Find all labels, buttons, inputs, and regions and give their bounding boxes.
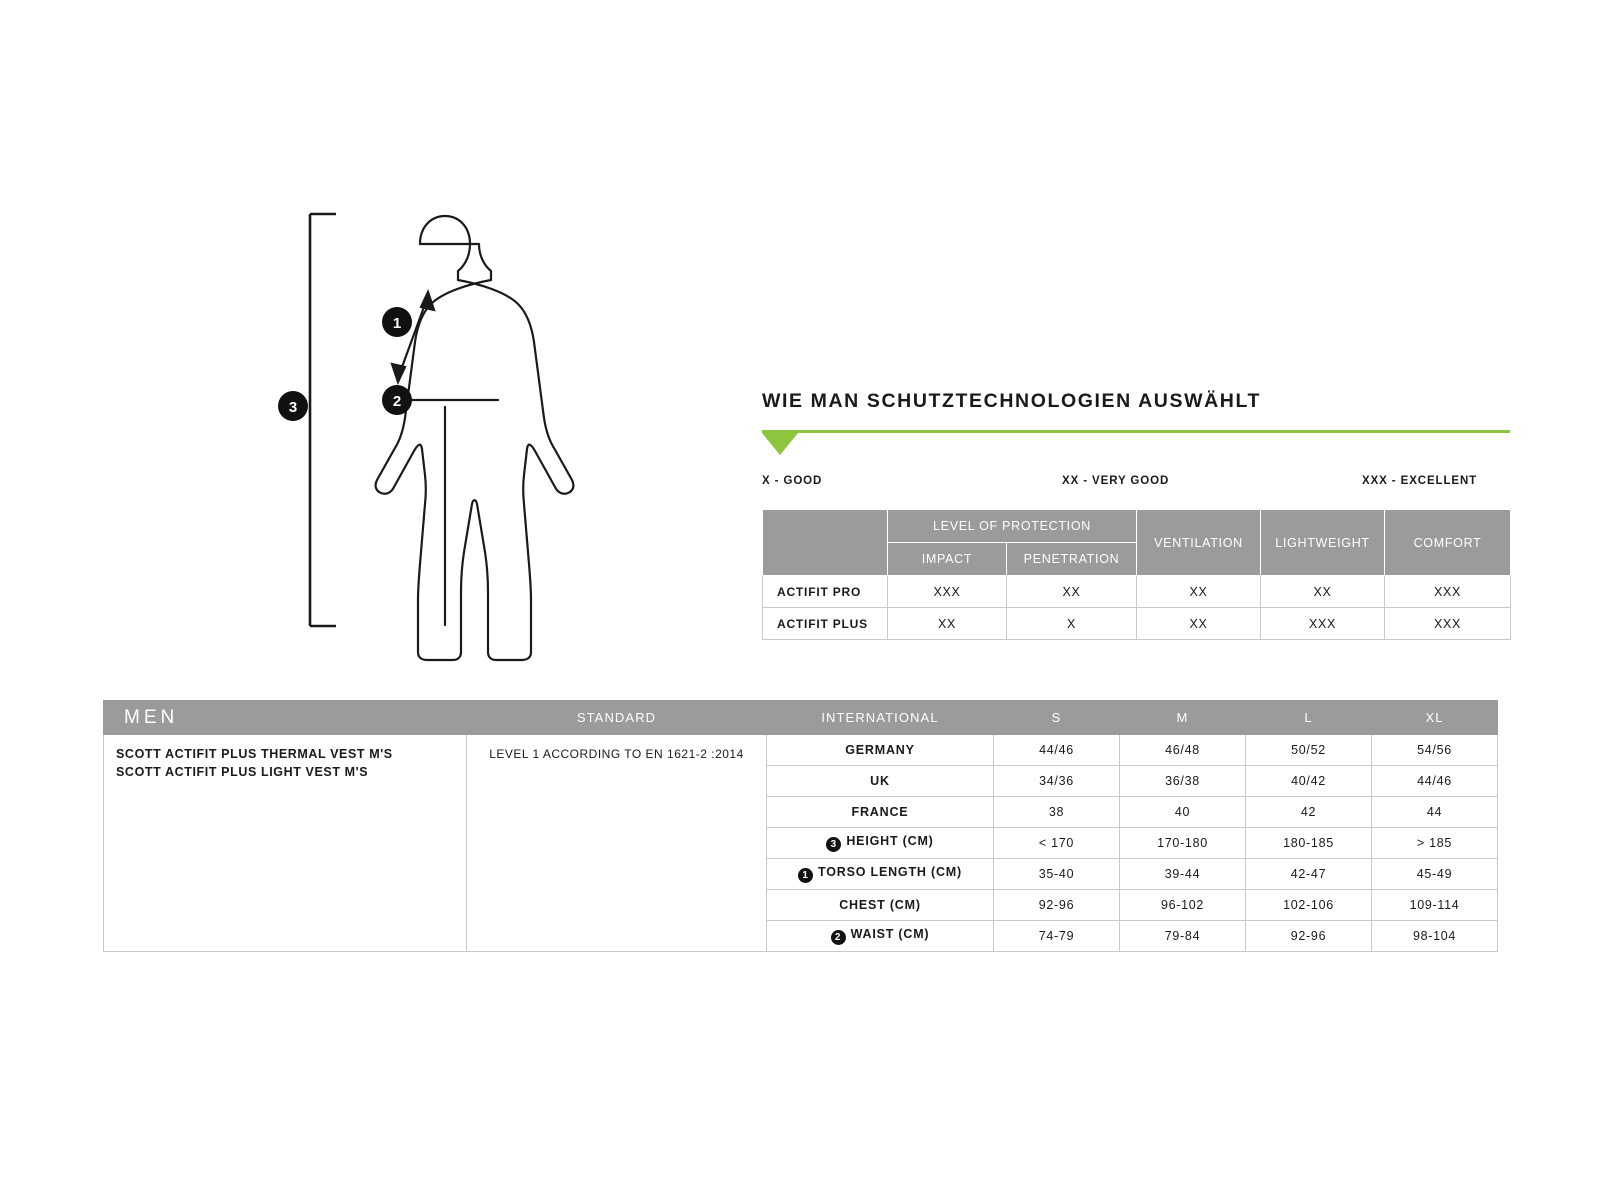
measurement-value: 40/42 [1246,766,1372,797]
measurement-value: 42 [1246,797,1372,828]
measurement-value: 44 [1372,797,1498,828]
measurement-label: 1 TORSO LENGTH (CM) [767,859,994,890]
measurement-value: 40 [1120,797,1246,828]
marker-2-icon: 2 [831,930,846,945]
protection-header-lightweight: LIGHTWEIGHT [1261,510,1385,576]
protection-cell-ventilation: XX [1137,608,1261,640]
protection-cell-penetration: XX [1007,576,1137,608]
protection-table [762,509,1511,640]
measurement-value: 54/56 [1372,735,1498,766]
size-header-international: INTERNATIONAL [767,701,994,735]
protection-row-name: ACTIFIT PLUS [763,608,888,640]
measurement-label: CHEST (CM) [767,890,994,921]
legend-good: X - GOOD [762,475,823,487]
accent-rule [762,430,1510,433]
measurement-value: 42-47 [1246,859,1372,890]
protection-header-penetration: PENETRATION [1007,543,1137,576]
legend-very-good: XX - VERY GOOD [1062,475,1170,487]
measurement-value: 98-104 [1372,921,1498,952]
measurement-value: 92-96 [1246,921,1372,952]
size-header-standard: STANDARD [467,701,767,735]
product-names: SCOTT ACTIFIT PLUS THERMAL VEST M'S SCOTT ACTIFIT PLUS LIGHT VEST M'S [104,735,467,952]
protection-header-blank [763,510,888,576]
protection-technology-section [762,390,1510,640]
rating-legend [762,475,1510,499]
measurement-label: 2 WAIST (CM) [767,921,994,952]
protection-cell-ventilation: XX [1137,576,1261,608]
measurement-value: 79-84 [1120,921,1246,952]
measurement-value: 170-180 [1120,828,1246,859]
measurement-value: 34/36 [994,766,1120,797]
size-chart-section [103,700,1497,952]
marker-1-icon: 1 [798,868,813,883]
measurement-value: > 185 [1372,828,1498,859]
size-header-l: L [1246,701,1372,735]
protection-cell-impact: XXX [888,576,1007,608]
table-row [104,735,1498,766]
protection-cell-penetration: X [1007,608,1137,640]
table-row [763,576,1511,608]
measurement-value: 35-40 [994,859,1120,890]
measurement-label: UK [767,766,994,797]
measurement-value: 45-49 [1372,859,1498,890]
protection-cell-lightweight: XXX [1261,608,1385,640]
body-diagram-svg [270,200,690,670]
measurement-value: 74-79 [994,921,1120,952]
measurement-value: 44/46 [994,735,1120,766]
accent-arrow-icon [762,433,798,455]
size-header-row [104,701,1498,735]
protection-cell-comfort: XXX [1385,576,1511,608]
protection-header-impact: IMPACT [888,543,1007,576]
size-header-s: S [994,701,1120,735]
standard-value: LEVEL 1 ACCORDING TO EN 1621-2 :2014 [467,735,767,952]
size-header-m: M [1120,701,1246,735]
protection-header-ventilation: VENTILATION [1137,510,1261,576]
measurement-value: 39-44 [1120,859,1246,890]
measurement-value: < 170 [994,828,1120,859]
svg-text:2: 2 [392,393,402,410]
measurement-value: 44/46 [1372,766,1498,797]
protection-cell-impact: XX [888,608,1007,640]
mannequin-figure [270,200,690,670]
protection-title: WIE MAN SCHUTZTECHNOLOGIEN AUSWÄHLT [762,390,1262,412]
size-header-xl: XL [1372,701,1498,735]
protection-cell-comfort: XXX [1385,608,1511,640]
measurement-value: 46/48 [1120,735,1246,766]
svg-text:1: 1 [392,315,402,332]
measurement-value: 38 [994,797,1120,828]
size-header-men: MEN [104,701,467,735]
protection-header-group: LEVEL OF PROTECTION [888,510,1137,543]
legend-excellent: XXX - EXCELLENT [1362,475,1478,487]
protection-header-row-1 [763,510,1511,543]
svg-text:3: 3 [288,399,298,416]
table-row [763,608,1511,640]
protection-cell-lightweight: XX [1261,576,1385,608]
measurement-value: 92-96 [994,890,1120,921]
measurement-value: 102-106 [1246,890,1372,921]
measurement-label: GERMANY [767,735,994,766]
marker-3-icon: 3 [826,837,841,852]
measurement-value: 96-102 [1120,890,1246,921]
measurement-label: FRANCE [767,797,994,828]
size-table [103,700,1498,952]
measurement-value: 50/52 [1246,735,1372,766]
protection-header-comfort: COMFORT [1385,510,1511,576]
measurement-label: 3 HEIGHT (CM) [767,828,994,859]
measurement-value: 180-185 [1246,828,1372,859]
measurement-value: 109-114 [1372,890,1498,921]
protection-row-name: ACTIFIT PRO [763,576,888,608]
measurement-value: 36/38 [1120,766,1246,797]
title-underline [762,427,1510,449]
